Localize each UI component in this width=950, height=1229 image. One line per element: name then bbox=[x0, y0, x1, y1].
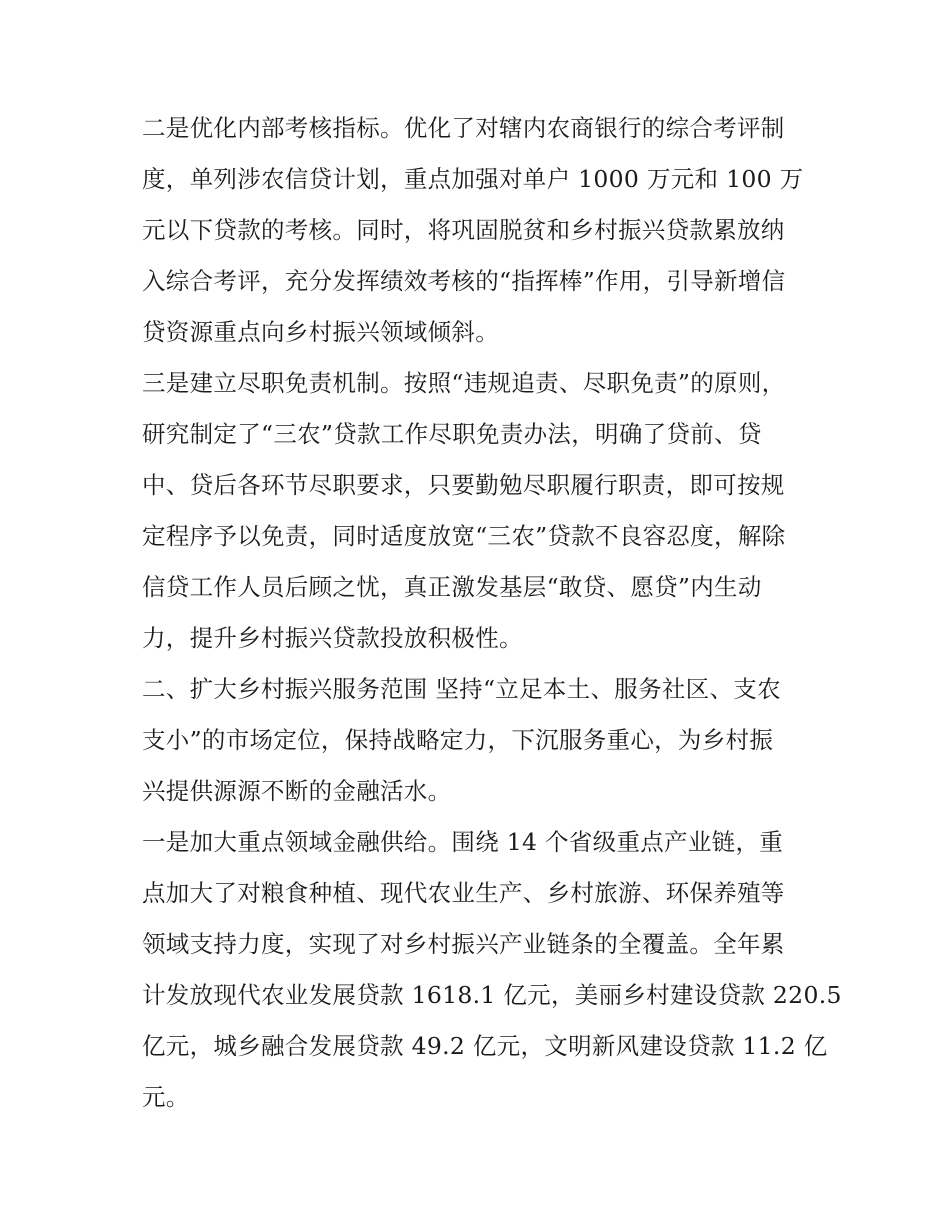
text-line: 三是建立尽职免责机制。按照“违规追责、尽职免责”的原则， bbox=[142, 369, 786, 397]
text-line: 领域支持力度，实现了对乡村振兴产业链条的全覆盖。全年累 bbox=[142, 930, 785, 958]
text-line: 信贷工作人员后顾之忧，真正激发基层“敢贷、愿贷”内生动 bbox=[142, 573, 762, 601]
paragraph-optimize-assessment bbox=[142, 103, 822, 358]
text-line: 二、扩大乡村振兴服务范围 坚持“立足本土、服务社区、支农 bbox=[142, 675, 781, 703]
text-line: 入综合考评，充分发挥绩效考核的“指挥棒”作用，引导新增信 bbox=[142, 267, 786, 295]
paragraph-due-diligence-exemption bbox=[142, 358, 822, 664]
document-body bbox=[142, 103, 842, 1123]
paragraph-key-area-supply bbox=[142, 817, 842, 1123]
text-line: 一是加大重点领域金融供给。围绕 14 个省级重点产业链，重 bbox=[142, 828, 784, 856]
paragraph-section-heading-service-scope bbox=[142, 664, 822, 817]
text-line: 定程序予以免责，同时适度放宽“三农”贷款不良容忍度，解除 bbox=[142, 522, 786, 550]
text-line: 兴提供源源不断的金融活水。 bbox=[142, 777, 452, 805]
text-line: 元。 bbox=[142, 1083, 190, 1111]
text-line: 力，提升乡村振兴贷款投放积极性。 bbox=[142, 624, 523, 652]
text-line: 支小”的市场定位，保持战略定力，下沉服务重心，为乡村振 bbox=[142, 726, 774, 754]
text-line: 度，单列涉农信贷计划，重点加强对单户 1000 万元和 100 万 bbox=[142, 165, 804, 193]
text-line: 贷资源重点向乡村振兴领域倾斜。 bbox=[142, 318, 499, 346]
text-line: 亿元，城乡融合发展贷款 49.2 亿元，文明新风建设贷款 11.2 亿 bbox=[142, 1032, 828, 1060]
text-line: 计发放现代农业发展贷款 1618.1 亿元，美丽乡村建设贷款 220.5 bbox=[142, 981, 842, 1009]
text-line: 中、贷后各环节尽职要求，只要勤勉尽职履行职责，即可按规 bbox=[142, 471, 785, 499]
text-line: 点加大了对粮食种植、现代农业生产、乡村旅游、环保养殖等 bbox=[142, 879, 785, 907]
text-line: 二是优化内部考核指标。优化了对辖内农商银行的综合考评制 bbox=[142, 114, 785, 142]
text-line: 研究制定了“三农”贷款工作尽职免责办法，明确了贷前、贷 bbox=[142, 420, 762, 448]
text-line: 元以下贷款的考核。同时，将巩固脱贫和乡村振兴贷款累放纳 bbox=[142, 216, 785, 244]
